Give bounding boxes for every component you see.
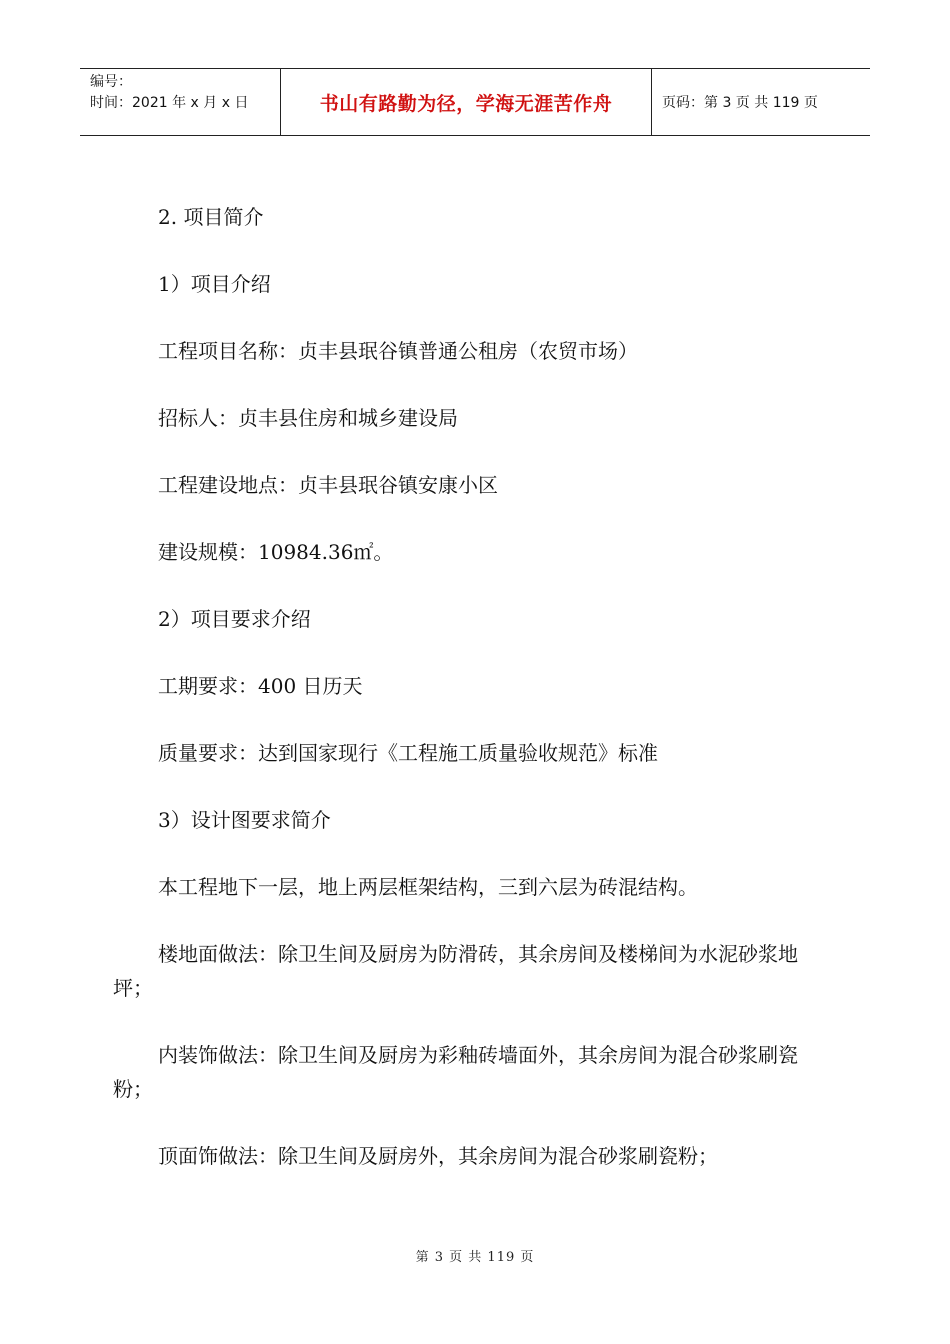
body-paragraph: 楼地面做法：除卫生间及厨房为防滑砖，其余房间及楼梯间为水泥砂浆地坪； (113, 942, 798, 1000)
document-number-label: 编号： (90, 74, 132, 90)
subsection-heading: 2）项目要求介绍 (158, 607, 311, 631)
body-paragraph: 招标人：贞丰县住房和城乡建设局 (158, 406, 458, 430)
body-paragraph: 质量要求：达到国家现行《工程施工质量验收规范》标准 (158, 741, 658, 765)
header-motto: 书山有路勤为径，学海无涯苦作舟 (280, 69, 652, 135)
body-paragraph: 工程建设地点：贞丰县珉谷镇安康小区 (158, 473, 498, 497)
body-paragraph: 工程项目名称：贞丰县珉谷镇普通公租房（农贸市场） (158, 339, 638, 363)
section-heading: 2. 项目简介 (158, 205, 264, 229)
body-paragraph: 工期要求：400 日历天 (158, 674, 363, 698)
subsection-heading: 1）项目介绍 (158, 272, 271, 296)
body-paragraph: 本工程地下一层，地上两层框架结构，三到六层为砖混结构。 (158, 875, 698, 899)
document-body (113, 200, 835, 1206)
header-meta (80, 69, 280, 135)
body-paragraph: 建设规模：10984.36㎡。 (158, 540, 394, 564)
page-header (80, 68, 870, 136)
body-paragraph: 顶面饰做法：除卫生间及厨房外，其余房间为混合砂浆刷瓷粉； (158, 1144, 718, 1168)
document-time-label: 时间：2021 年 x 月 x 日 (90, 95, 249, 111)
page-footer: 第 3 页 共 119 页 (415, 1250, 535, 1265)
subsection-heading: 3）设计图要求简介 (158, 808, 331, 832)
header-page-number: 页码：第 3 页 共 119 页 (662, 95, 818, 111)
body-paragraph: 内装饰做法：除卫生间及厨房为彩釉砖墙面外，其余房间为混合砂浆刷瓷粉； (113, 1043, 798, 1101)
